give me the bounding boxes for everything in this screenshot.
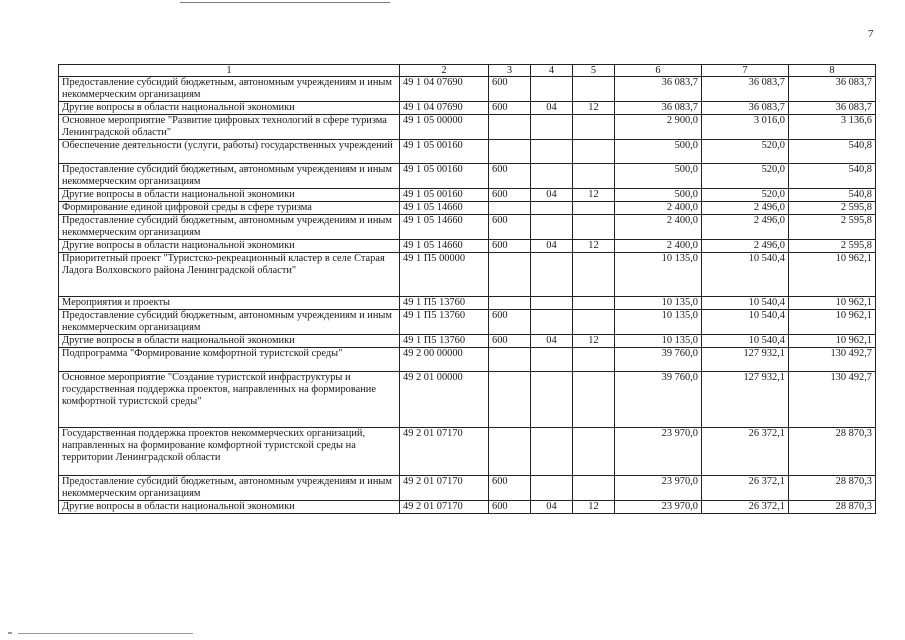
amount-year-1: 23 970,0 (615, 476, 702, 501)
subsection-code (573, 428, 615, 476)
amount-year-3: 2 595,8 (789, 202, 876, 215)
section-code: 04 (531, 102, 573, 115)
amount-year-2: 520,0 (702, 189, 789, 202)
section-code (531, 372, 573, 428)
subsection-code (573, 215, 615, 240)
amount-year-3: 10 962,1 (789, 310, 876, 335)
amount-year-3: 130 492,7 (789, 348, 876, 372)
target-article-code: 49 1 05 00160 (400, 140, 489, 164)
expense-name: Другие вопросы в области национальной экономики (59, 240, 400, 253)
section-code (531, 202, 573, 215)
amount-year-3: 10 962,1 (789, 297, 876, 310)
budget-table-body (59, 65, 876, 514)
target-article-code: 49 1 П5 13760 (400, 297, 489, 310)
expense-type-code: 600 (489, 335, 531, 348)
amount-year-3: 540,8 (789, 189, 876, 202)
expense-type-code: 600 (489, 476, 531, 501)
table-row (59, 102, 876, 115)
target-article-code: 49 1 П5 00000 (400, 253, 489, 297)
subsection-code (573, 372, 615, 428)
expense-name: Основное мероприятие "Создание туристской инфраструктуры и государственная поддержка проектов, направленных на формирование комфортной туристской среды" (59, 372, 400, 428)
column-number: 2 (400, 65, 489, 77)
table-row (59, 140, 876, 164)
amount-year-1: 36 083,7 (615, 77, 702, 102)
section-code (531, 215, 573, 240)
amount-year-3: 3 136,6 (789, 115, 876, 140)
expense-type-code (489, 253, 531, 297)
expense-name: Предоставление субсидий бюджетным, автономным учреждениям и иным некоммерческим организациям (59, 310, 400, 335)
subsection-code (573, 476, 615, 501)
amount-year-1: 500,0 (615, 164, 702, 189)
section-code (531, 297, 573, 310)
table-row (59, 428, 876, 476)
page-number: 7 (868, 28, 874, 40)
amount-year-2: 520,0 (702, 140, 789, 164)
expense-type-code: 600 (489, 164, 531, 189)
column-number: 6 (615, 65, 702, 77)
section-code (531, 253, 573, 297)
section-code (531, 348, 573, 372)
expense-type-code (489, 297, 531, 310)
amount-year-1: 2 900,0 (615, 115, 702, 140)
amount-year-1: 23 970,0 (615, 501, 702, 514)
section-code (531, 428, 573, 476)
column-number: 7 (702, 65, 789, 77)
expense-type-code (489, 140, 531, 164)
column-number: 3 (489, 65, 531, 77)
amount-year-2: 36 083,7 (702, 102, 789, 115)
amount-year-3: 2 595,8 (789, 215, 876, 240)
expense-type-code (489, 348, 531, 372)
expense-type-code (489, 202, 531, 215)
target-article-code: 49 1 05 14660 (400, 240, 489, 253)
budget-table (58, 64, 876, 514)
amount-year-3: 2 595,8 (789, 240, 876, 253)
amount-year-1: 2 400,0 (615, 202, 702, 215)
table-row (59, 310, 876, 335)
table-row (59, 335, 876, 348)
amount-year-1: 10 135,0 (615, 310, 702, 335)
amount-year-1: 2 400,0 (615, 240, 702, 253)
expense-name: Предоставление субсидий бюджетным, автономным учреждениям и иным некоммерческим организациям (59, 77, 400, 102)
amount-year-2: 2 496,0 (702, 215, 789, 240)
amount-year-3: 36 083,7 (789, 77, 876, 102)
amount-year-2: 2 496,0 (702, 240, 789, 253)
amount-year-1: 10 135,0 (615, 253, 702, 297)
amount-year-2: 26 372,1 (702, 501, 789, 514)
section-code: 04 (531, 240, 573, 253)
target-article-code: 49 1 05 14660 (400, 215, 489, 240)
amount-year-2: 10 540,4 (702, 297, 789, 310)
subsection-code (573, 253, 615, 297)
expense-name: Основное мероприятие "Развитие цифровых технологий в сфере туризма Ленинградской области" (59, 115, 400, 140)
expense-type-code: 600 (489, 102, 531, 115)
section-code (531, 476, 573, 501)
amount-year-3: 540,8 (789, 164, 876, 189)
amount-year-3: 28 870,3 (789, 476, 876, 501)
amount-year-1: 39 760,0 (615, 372, 702, 428)
target-article-code: 49 1 05 14660 (400, 202, 489, 215)
amount-year-1: 39 760,0 (615, 348, 702, 372)
amount-year-3: 36 083,7 (789, 102, 876, 115)
amount-year-2: 520,0 (702, 164, 789, 189)
expense-type-code: 600 (489, 189, 531, 202)
table-row (59, 77, 876, 102)
table-row (59, 372, 876, 428)
section-code (531, 140, 573, 164)
target-article-code: 49 2 00 00000 (400, 348, 489, 372)
expense-type-code: 600 (489, 77, 531, 102)
subsection-code (573, 310, 615, 335)
target-article-code: 49 1 04 07690 (400, 102, 489, 115)
target-article-code: 49 1 П5 13760 (400, 310, 489, 335)
amount-year-2: 10 540,4 (702, 253, 789, 297)
subsection-code (573, 297, 615, 310)
subsection-code: 12 (573, 335, 615, 348)
amount-year-1: 10 135,0 (615, 297, 702, 310)
amount-year-2: 3 016,0 (702, 115, 789, 140)
subsection-code: 12 (573, 240, 615, 253)
subsection-code: 12 (573, 501, 615, 514)
section-code (531, 77, 573, 102)
target-article-code: 49 2 01 07170 (400, 428, 489, 476)
expense-name: Обеспечение деятельности (услуги, работы) государственных учреждений (59, 140, 400, 164)
subsection-code (573, 140, 615, 164)
column-number: 4 (531, 65, 573, 77)
expense-type-code (489, 428, 531, 476)
expense-name: Другие вопросы в области национальной экономики (59, 189, 400, 202)
column-number: 8 (789, 65, 876, 77)
amount-year-3: 10 962,1 (789, 253, 876, 297)
expense-type-code: 600 (489, 310, 531, 335)
amount-year-2: 127 932,1 (702, 348, 789, 372)
section-code (531, 115, 573, 140)
expense-type-code: 600 (489, 501, 531, 514)
amount-year-1: 2 400,0 (615, 215, 702, 240)
table-row (59, 297, 876, 310)
amount-year-2: 10 540,4 (702, 310, 789, 335)
expense-name: Приоритетный проект "Туристско-рекреационный кластер в селе Старая Ладога Волховского района Ленинградской области" (59, 253, 400, 297)
target-article-code: 49 2 01 07170 (400, 476, 489, 501)
subsection-code (573, 348, 615, 372)
column-number: 1 (59, 65, 400, 77)
table-row (59, 215, 876, 240)
subsection-code (573, 202, 615, 215)
subsection-code (573, 164, 615, 189)
expense-name: Другие вопросы в области национальной экономики (59, 102, 400, 115)
expense-name: Государственная поддержка проектов некоммерческих организаций, направленных на формирование комфортной туристской среды на территории Ленинградской области (59, 428, 400, 476)
subsection-code: 12 (573, 189, 615, 202)
target-article-code: 49 1 05 00160 (400, 189, 489, 202)
amount-year-3: 10 962,1 (789, 335, 876, 348)
scan-edge-line-bottom (18, 633, 193, 634)
target-article-code: 49 2 01 00000 (400, 372, 489, 428)
table-row (59, 476, 876, 501)
expense-name: Предоставление субсидий бюджетным, автономным учреждениям и иным некоммерческим организациям (59, 476, 400, 501)
amount-year-2: 36 083,7 (702, 77, 789, 102)
column-number-row (59, 65, 876, 77)
amount-year-2: 2 496,0 (702, 202, 789, 215)
section-code: 04 (531, 189, 573, 202)
target-article-code: 49 2 01 07170 (400, 501, 489, 514)
expense-name: Формирование единой цифровой среды в сфере туризма (59, 202, 400, 215)
expense-type-code (489, 115, 531, 140)
amount-year-1: 23 970,0 (615, 428, 702, 476)
subsection-code (573, 77, 615, 102)
amount-year-1: 10 135,0 (615, 335, 702, 348)
target-article-code: 49 1 04 07690 (400, 77, 489, 102)
amount-year-2: 10 540,4 (702, 335, 789, 348)
section-code (531, 164, 573, 189)
amount-year-1: 36 083,7 (615, 102, 702, 115)
expense-name: Другие вопросы в области национальной экономики (59, 501, 400, 514)
table-row (59, 253, 876, 297)
amount-year-3: 28 870,3 (789, 428, 876, 476)
amount-year-1: 500,0 (615, 189, 702, 202)
table-row (59, 164, 876, 189)
expense-type-code: 600 (489, 215, 531, 240)
section-code (531, 310, 573, 335)
amount-year-3: 28 870,3 (789, 501, 876, 514)
section-code: 04 (531, 335, 573, 348)
expense-name: Предоставление субсидий бюджетным, автономным учреждениям и иным некоммерческим организациям (59, 164, 400, 189)
expense-name: Мероприятия и проекты (59, 297, 400, 310)
amount-year-1: 500,0 (615, 140, 702, 164)
amount-year-3: 540,8 (789, 140, 876, 164)
target-article-code: 49 1 05 00160 (400, 164, 489, 189)
amount-year-3: 130 492,7 (789, 372, 876, 428)
target-article-code: 49 1 05 00000 (400, 115, 489, 140)
column-number: 5 (573, 65, 615, 77)
amount-year-2: 26 372,1 (702, 428, 789, 476)
amount-year-2: 26 372,1 (702, 476, 789, 501)
expense-name: Другие вопросы в области национальной экономики (59, 335, 400, 348)
expense-type-code: 600 (489, 240, 531, 253)
subsection-code (573, 115, 615, 140)
section-code: 04 (531, 501, 573, 514)
subsection-code: 12 (573, 102, 615, 115)
table-row (59, 240, 876, 253)
expense-name: Подпрограмма "Формирование комфортной туристской среды" (59, 348, 400, 372)
scan-edge-mark (8, 632, 12, 634)
table-row (59, 115, 876, 140)
table-row (59, 189, 876, 202)
expense-type-code (489, 372, 531, 428)
amount-year-2: 127 932,1 (702, 372, 789, 428)
table-row (59, 348, 876, 372)
table-row (59, 501, 876, 514)
scan-edge-line-top (180, 2, 390, 3)
table-row (59, 202, 876, 215)
expense-name: Предоставление субсидий бюджетным, автономным учреждениям и иным некоммерческим организациям (59, 215, 400, 240)
target-article-code: 49 1 П5 13760 (400, 335, 489, 348)
